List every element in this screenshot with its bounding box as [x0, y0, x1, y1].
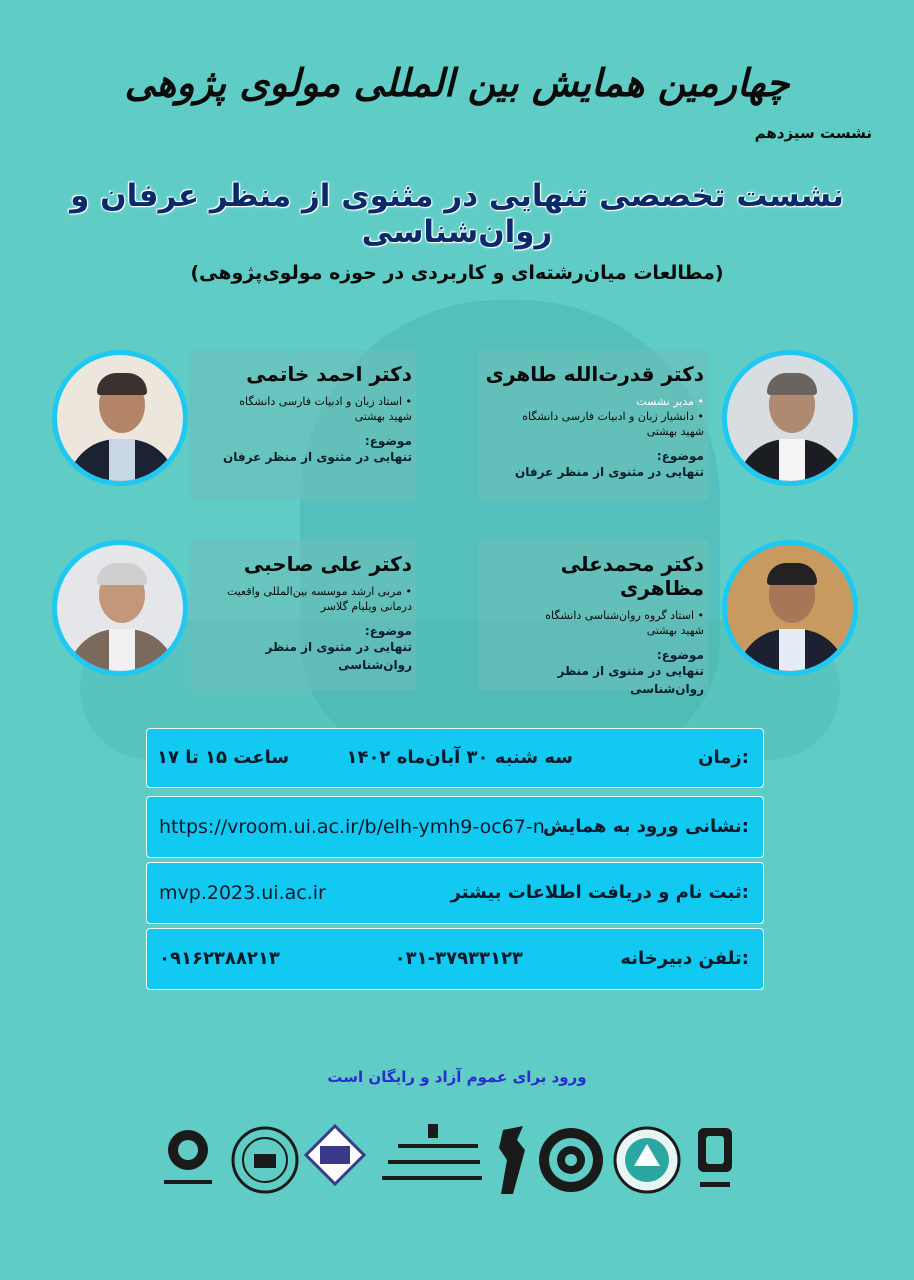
isfahan-city-logo: [612, 1120, 682, 1200]
session-number: نشست سیزدهم: [754, 124, 872, 142]
info-row-phone: [146, 928, 764, 990]
info-row-time: [146, 728, 764, 788]
speaker-affiliation: • دانشیار زبان و ادبیات فارسی دانشگاه: [522, 410, 704, 423]
speaker-affiliation-2: درمانی ویلیام گلاسر: [320, 600, 412, 613]
speaker-name: دکتر علی صاحبی: [243, 552, 412, 576]
topic-label: موضوع:: [364, 434, 412, 448]
event-hours: ساعت ۱۵ تا ۱۷: [157, 747, 290, 768]
university-isfahan-logo: [690, 1120, 740, 1200]
speaker-card-sahebi: [190, 540, 416, 690]
speaker-photo-taheri: [722, 350, 858, 486]
speaker-affiliation-2: شهید بهشتی: [354, 410, 412, 423]
register-link[interactable]: mvp.2023.ui.ac.ir: [159, 882, 326, 904]
speaker-photo-sahebi: [52, 540, 188, 676]
topic-label: موضوع:: [364, 624, 412, 638]
speaker-affiliation-2: شهید بهشتی: [646, 624, 704, 637]
persian-language-logo: [300, 1120, 370, 1200]
time-label: زمان:: [698, 747, 749, 768]
info-row-link: [146, 796, 764, 858]
speaker-topic: تنهایی در مثنوی از منظر روان‌شناسی: [265, 640, 412, 672]
main-title: نشست تخصصی تنهایی در مثنوی از منظر عرفان و روان‌شناسی: [70, 178, 844, 250]
speaker-name: دکتر احمد خاتمی: [246, 362, 412, 386]
speaker-card-taheri: [478, 350, 708, 500]
register-label: ثبت نام و دریافت اطلاعات بیشتر:: [450, 882, 749, 903]
speaker-affiliation: • مربی ارشد موسسه بین‌المللی واقعیت: [226, 585, 412, 598]
cultural-works-logo: [158, 1120, 218, 1200]
speaker-photo-khatami: [52, 350, 188, 486]
link-label: نشانی ورود به همایش:: [543, 816, 749, 837]
speaker-card-khatami: [190, 350, 416, 500]
speaker-affiliation: • استاد گروه روان‌شناسی دانشگاه: [545, 609, 704, 622]
subtitle: (مطالعات میان‌رشته‌ای و کاربردی در حوزه مولوی‌پژوهی): [190, 262, 724, 284]
speaker-photo-mazaheri: [722, 540, 858, 676]
conference-title: چهارمین همایش بین المللی مولوی پژوهی: [124, 60, 790, 105]
info-row-register: [146, 862, 764, 924]
free-entry-note: ورود برای عموم آزاد و رایگان است: [327, 1068, 587, 1086]
topic-label: موضوع:: [656, 648, 704, 662]
bird-logo: [495, 1120, 531, 1200]
topic-label: موضوع:: [656, 449, 704, 463]
speaker-topic: تنهایی در مثنوی از منظر عرفان: [515, 465, 704, 479]
phone-number-2: ۰۹۱۶۲۳۸۸۲۱۳: [159, 948, 280, 969]
speaker-role: • مدیر نشست: [636, 395, 704, 408]
speaker-topic: تنهایی در مثنوی از منظر روان‌شناسی: [557, 664, 704, 696]
artists-fund-logo: [378, 1120, 488, 1200]
speaker-affiliation-2: شهید بهشتی: [646, 425, 704, 438]
event-date: سه شنبه ۳۰ آبان‌ماه ۱۴۰۲: [346, 747, 573, 768]
sponsor-logos: [150, 1120, 750, 1210]
conference-link[interactable]: https://vroom.ui.ac.ir/b/elh-ymh9-oc67-n: [159, 816, 545, 838]
university-sarajevo-seal: [230, 1120, 300, 1200]
phone-label: تلفن دبیرخانه:: [620, 948, 749, 969]
speaker-affiliation: • استاد زبان و ادبیات فارسی دانشگاه: [239, 395, 412, 408]
speaker-name: دکتر محمدعلی مظاهری: [560, 552, 704, 600]
speaker-card-mazaheri: [478, 540, 708, 696]
speaker-name: دکتر قدرت‌الله طاهری: [485, 362, 704, 386]
phone-number-1: ۰۳۱-۳۷۹۳۳۱۲۳: [394, 948, 523, 969]
rosette-logo: [535, 1120, 607, 1200]
speaker-topic: تنهایی در مثنوی از منظر عرفان: [223, 450, 412, 464]
